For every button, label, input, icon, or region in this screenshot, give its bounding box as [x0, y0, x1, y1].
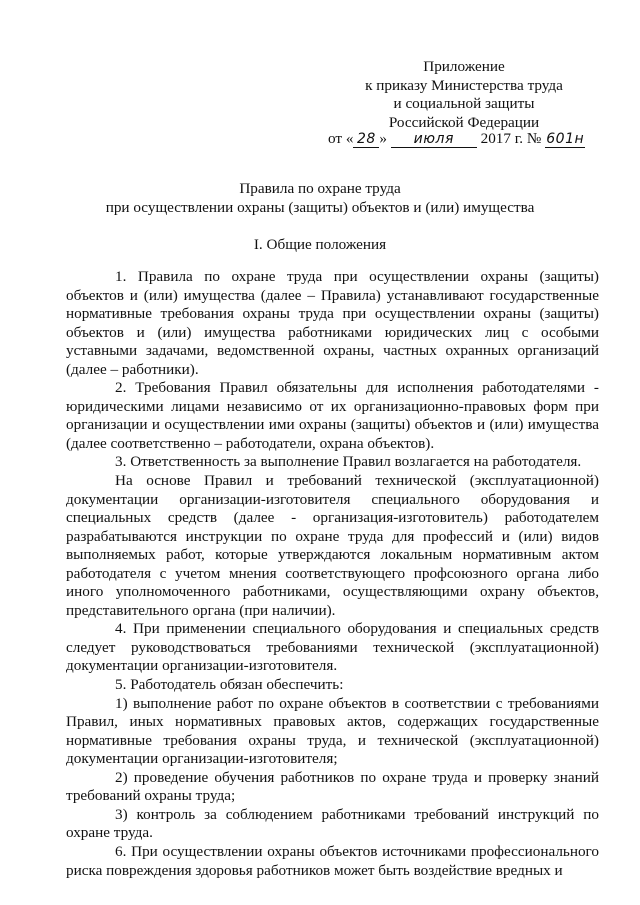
- appendix-header: [330, 58, 598, 132]
- paragraph: 2. Требования Правил обязательны для исполнения работодателями - юридическими лицами независимо от их организационно-правовых форм при организации и осуществлении ими охраны (защиты) объектов и (или) имущества (далее соответственно – работодатели, охрана объектов).: [66, 379, 599, 452]
- appendix-line: Российской Федерации: [388, 113, 540, 131]
- section-heading: I. Общие положения: [253, 236, 387, 253]
- date-month: июля: [391, 132, 477, 148]
- paragraph: 3. Ответственность за выполнение Правил возлагается на работодателя.: [115, 453, 582, 471]
- paragraph: На основе Правил и требований технической (эксплуатационной) документации организации-изготовителя специального оборудования и специальных средств (далее - организация-изготовитель) работодателем разрабатываются инструкции по охране труда для профессий и (или) видов выполняемых работ, которые утверждаются локальным нормативным актом работодателя с учетом мнения соответствующего профсоюзного органа либо иного уполномоченного работниками, осуществляющими охрану объектов, представительного органа (при наличии).: [66, 472, 599, 619]
- paragraph: 5. Работодатель обязан обеспечить:: [115, 676, 344, 694]
- title-line-2: при осуществлении охраны (защиты) объектов и (или) имущества: [105, 198, 535, 216]
- paragraph: 1) выполнение работ по охране объектов в соответствии с требованиями Правил, иных нормативных правовых актов, содержащих государственные нормативные требования охраны труда, и технической (эксплуатационной) документации организации-изготовителя;: [66, 694, 599, 768]
- paragraph: 4. При применении специального оборудования и специальных средств следует руководствоваться требованиями технической (эксплуатационной) документации организации-изготовителя.: [66, 620, 599, 675]
- date-prefix: от «: [328, 130, 354, 147]
- order-number: 601н: [546, 131, 585, 147]
- paragraph: 2) проведение обучения работников по охране труда и проверку знаний требований охраны труда;: [66, 768, 599, 805]
- paragraph: 6. При осуществлении охраны объектов источниками профессионального риска повреждения здоровья работников может быть воздействие вредных и: [66, 842, 599, 879]
- appendix-line: и социальной защиты: [393, 95, 535, 113]
- appendix-line: к приказу Министерства труда: [365, 76, 563, 94]
- title-line-1: Правила по охране труда: [239, 180, 401, 197]
- paragraph: 1. Правила по охране труда при осуществлении охраны (защиты) объектов и (или) имущества (далее – Правила) устанавливают государственные нормативные требования охраны труда при осуществлении охраны (защиты) объектов и (или) имущества работниками юридических лиц с особыми уставными задачами, ведомственной охраны, частных охранных организаций (далее – работники).: [66, 268, 599, 378]
- date-day: 28: [353, 132, 379, 148]
- document-title: [40, 180, 600, 217]
- appendix-line: Приложение: [423, 58, 505, 75]
- paragraph: 3) контроль за соблюдением работниками требований инструкций по охране труда.: [66, 805, 599, 842]
- date-quote-close: »: [379, 130, 388, 147]
- body-text: [66, 268, 599, 880]
- date-year: 2017 г. №: [480, 130, 542, 147]
- order-date-line: [328, 130, 608, 149]
